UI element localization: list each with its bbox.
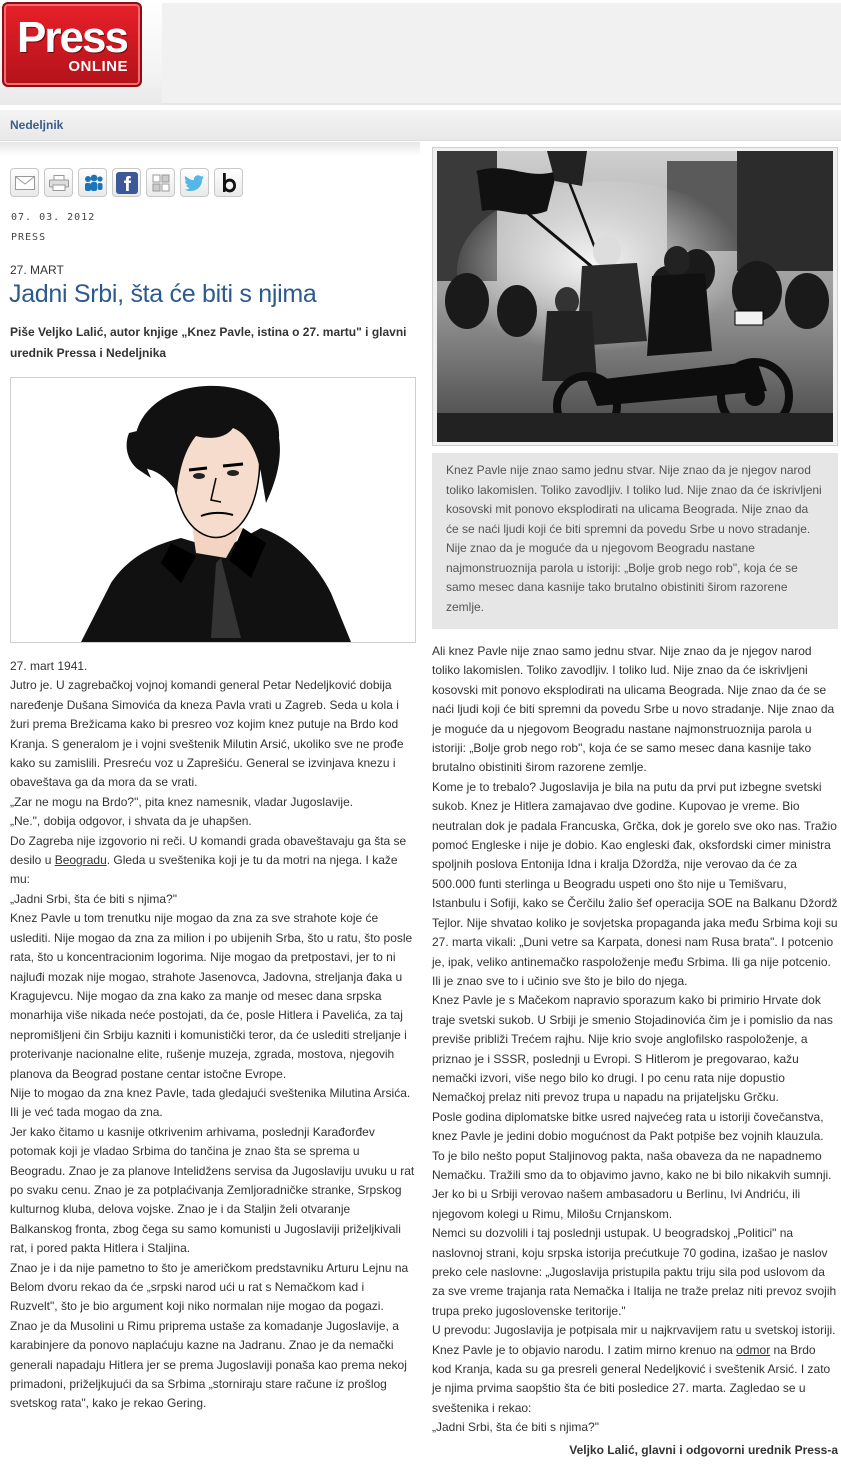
- paragraph: „Jadni Srbi, šta će biti s njima?": [432, 1420, 599, 1435]
- bookmark-b-icon: [221, 172, 237, 194]
- historical-photo: [437, 151, 833, 442]
- paragraph: Posle godina diplomatske bitke usred najvećeg rata u istoriji čovečanstva, knez Pavle je jedini dobio mogućnost da Pakt potpiše bez vojnih klauzula. To je bilo nešto poput Staljinovog pakta, naša obaveza da ne napadnemo Nemačku. Tražili smo da to objavimo javno, kako ne bi bilo nikakvih sumnji. Jer ko bi u Srbiji verovao našem ambasadoru u Berlinu, Ivi Andriću, ili njegovom kolegi u Rimu, Milošu Crnjanskom.: [432, 1109, 832, 1221]
- paragraph: „Jadni Srbi, šta će biti s njima?": [10, 891, 177, 906]
- beograd-link[interactable]: Beogradu: [54, 853, 107, 868]
- paragraph: „Zar ne mogu na Brdo?", pita knez namesnik, vladar Jugoslavije.: [10, 794, 354, 809]
- article-date: 07. 03. 2012: [11, 212, 96, 223]
- section-link-nedeljnik[interactable]: Nedeljnik: [10, 118, 64, 132]
- press-online-logo[interactable]: [2, 2, 142, 87]
- email-share-button[interactable]: [10, 168, 39, 197]
- paragraph: Jer kako čitamo u kasnije otkrivenim arhivama, poslednji Karađorđev potomak koji je vladao Srbima do tančina je znao šta se sprema u Beogradu. Znao je za planove Intelidžens servisa da Jugoslaviju uvuku u rat po svaku cenu. Znao je za potplaćivanja Zemljoradničke stranke, Srpskog kulturnog kluba, delova vojske. Znao je i da Staljin želi otvaranje Balkanskog fronta, zbog čega su samo komunisti u Jugoslaviji priželjkivali rat, i pored pakta Hitlera i Staljina.: [10, 1124, 415, 1256]
- text-segment: . Gleda u sveštenika koji je tu da motri na njega. I kaže mu:: [10, 853, 398, 887]
- delicious-share-button[interactable]: [146, 168, 175, 197]
- article-body-right: [432, 642, 838, 1438]
- bookmark-share-button[interactable]: [214, 168, 243, 197]
- paragraph: Nije to mogao da zna knez Pavle, tada gledajući sveštenika Milutina Arsića. Ili je već tada mogao da zna.: [10, 1085, 411, 1120]
- article-title: Jadni Srbi, šta će biti s njima: [9, 280, 317, 308]
- article-lead: Piše Veljko Lalić, autor knjige „Knez Pavle, istina o 27. martu" i glavni urednik Pressa i Nedeljnika: [10, 325, 407, 360]
- header-banner-area: [162, 3, 841, 105]
- author-illustration: [10, 377, 416, 643]
- section-nav: [0, 110, 841, 141]
- paragraph: Kome je to trebalo? Jugoslavija je bila na putu da prvi put izbegne svetski sukob. Knez je Hitlera zamajavao dve godine. Kupovao je vreme. Bio neutralan dok je padala Francuska, Grčka, dok je gorelo sve oko nas. Tražio pomoć Engleske i nije je dobio. Kao engleski đak, oksfordski cimer ministra spoljnih poslova Entonija Idna i kralja Džordža, nije verovao da će za 500.000 funti sterlinga u Beogradu uspeti ono što nije u Temišvaru, Istanbulu i Sofiji, kako se Čerčilu žalio šef operacija SOE na Balkanu Džordž Tejlor. Nije shvatao koliko je sovjetska propaganda jaka među Srbima koji su 27. marta vikali: „Duni vetre sa Karpata, donesi nam Rusa brata". I potcenio je, ipak, veliko antinemačko raspoloženje među Srbima. Ili ga nije potcenio. Ili je znao sve to i učinio sve što je bilo do njega.: [432, 779, 838, 988]
- article-photo-frame: [432, 147, 838, 446]
- facebook-icon: [116, 172, 138, 194]
- share-toolbar: [10, 168, 243, 198]
- paragraph: „Ne.", dobija odgovor, i shvata da je uhapšen.: [10, 814, 252, 829]
- author-portrait-image: [11, 378, 415, 642]
- facebook-share-button[interactable]: [112, 168, 141, 197]
- article-body-left: [10, 657, 415, 1414]
- paragraph: Nemci su dozvolili i taj poslednji ustupak. U beogradskoj „Politici" na naslovnoj strani, koju srpska istorija prećutkuje 70 godina, izašao je naslov preko cele naslovne: „Jugoslavija pristupila paktu triju sila pod uslovom da za sve vreme trajanja rata Nemačka i Italija ne traže prelaz niti prevoz svojih trupa preko jugoslovenske teritorije.": [432, 1226, 837, 1318]
- text-segment: U prevodu: Jugoslavija je potpisala mir u najkrvavijem ratu u svetskoj istoriji. Knez Pavle je to objavio narodu. I zatim mirno krenuo na: [432, 1323, 836, 1357]
- paragraph: Ali knez Pavle nije znao samo jednu stvar. Nije znao da je njegov narod toliko lakomislen. Toliko zavodljiv. I toliko lud. Nije znao da će iskrivljeni kosovski mit ponovo eksplodirati na ulicama Beograda. Nije znao da će se naći ljudi koji će biti spremni da povedu Srbe u novo stradanje. Nije znao da je moguće da u njegovom Beogradu nastane najmonstruoznija parola u istoriji: „Bolje grob nego rob", koja će se samo mesec dana kasnije tako brutalno obistiniti širom razorene zemlje.: [432, 644, 835, 775]
- paragraph: Znao je da Musolini u Rimu priprema ustaše za komadanje Jugoslavije, a karabinjere da ponovo naplaćuju kazne na Jadranu. Znao je da nemački generali napadaju Hitlera jer se prema Jugoslaviji ponaša kao prema nekoj primadoni, priželjkujući da sa Srbima „storniraju stare račune iz prošlog svetskog rata", kako je rekao Gering.: [10, 1318, 407, 1411]
- print-button[interactable]: [44, 168, 73, 197]
- print-icon: [49, 175, 69, 191]
- paragraph: Znao je i da nije pametno to što je američkom predstavniku Arturu Lejnu na Belom dvoru rekao da će „srpski narod ući u rat s Nemačkom kad i Ruzvelt", što je bio argument koji niko normalan nije mogao da pogazi.: [10, 1260, 409, 1314]
- paragraph-with-link: [432, 1321, 838, 1418]
- article-kicker: 27. MART: [10, 263, 64, 277]
- email-icon: [15, 176, 35, 190]
- paragraph: Knez Pavle u tom trenutku nije mogao da zna za sve strahote koje će uslediti. Nije mogao da zna za milion i po ubijenih Srba, što u ratu, što posle rata, što u koncentracionim logorima. Nije mogao da pretpostavi, jer to ni najluđi mozak nije mogao, strahote Jasenovca, Jadovna, streljanja đaka u Kragujevcu. Nije mogao da zna kako za manje od mesec dana srpska monarhija više nikada neće postojati, da će, posle Hitlera i Pavelića, za taj nepromišljeni čin Srbiju kazniti i komunistički teror, da će uslediti streljanje i proterivanje nacionalne elite, rušenje muzeja, zgrada, mostova, njegovih planova da Beograd postane centar istočne Evrope.: [10, 911, 413, 1081]
- paragraph: Jutro je. U zagrebačkoj vojnoj komandi general Petar Nedeljković dobija naređenje Dušana Simovića da kneza Pavla vrati u Zagreb. Seda u kola i žuri prema Brežicama kako bi presreo voz kojim knez putuje na Brdo kod Kranja. S generalom je i vojni sveštenik Milutin Arsić, ukoliko sve ne prođe kako su zamislili. Presreću voz u Zaprešiću. General se izvinjava knezu i obaveštava ga da mora da se vrati.: [10, 678, 404, 790]
- logo-main-text: Press: [17, 13, 127, 62]
- march-27-crowd-photo: [437, 151, 833, 442]
- odmor-link[interactable]: odmor: [736, 1342, 771, 1357]
- text-segment: na Brdo kod Kranja, kada su ga presreli general Nedeljković i sveštenik Arsić. I zato je njima prvima saopštio šta će biti posledice 27. marta. Zagledao se u sveštenika i rekao:: [432, 1342, 831, 1415]
- myspace-share-button[interactable]: [78, 168, 107, 197]
- delicious-icon: [152, 174, 170, 192]
- photo-caption: Knez Pavle nije znao samo jednu stvar. Nije znao da je njegov narod toliko lakomislen. Toliko zavodljiv. I toliko lud. Nije znao da će iskrivljeni kosovski mit ponovo eksplodirati na ulicama Beograda. Nije znao da će se naći ljudi koji će biti spremni da povedu Srbe u novo stradanje. Nije znao da je moguće da u njegovom Beogradu nastane najmonstruoznija parola u istoriji: „Bolje grob nego rob", koja će se samo mesec dana kasnije tako brutalno obistiniti širom razorene zemlje.: [432, 453, 838, 629]
- article-source: PRESS: [11, 232, 47, 243]
- twitter-icon: [185, 175, 205, 191]
- logo-sub-text: ONLINE: [68, 58, 128, 75]
- paragraph: 27. mart 1941.: [10, 659, 88, 673]
- paragraph: Knez Pavle je s Mačekom napravio sporazum kako bi primirio Hrvate dok traje svetski sukob. U Srbiji je smenio Stojadinovića čim je i pomislio da nas previše približi Trećem rajhu. Nije krio svoje anglofilsko raspoloženje, a priznao je i SSSR, poslednji u Evropi. S Hitlerom je pregovarao, kažu nemački izvori, više nego bilo ko drugi. I po cenu rata nije dopustio Nemačkoj prelaz niti prevoz trupa u napadu na prijateljsku Grčku.: [432, 993, 833, 1105]
- twitter-share-button[interactable]: [180, 168, 209, 197]
- site-header: [0, 0, 841, 105]
- author-signature: Veljko Lalić, glavni i odgovorni urednik Press-a: [569, 1443, 838, 1457]
- paragraph-with-link: [10, 832, 415, 890]
- column-shadow: [0, 142, 420, 156]
- text-segment: Do Zagreba nije izgovorio ni reči. U komandi grada obaveštavaju ga šta se desilo u: [10, 833, 407, 868]
- myspace-icon: [83, 174, 103, 192]
